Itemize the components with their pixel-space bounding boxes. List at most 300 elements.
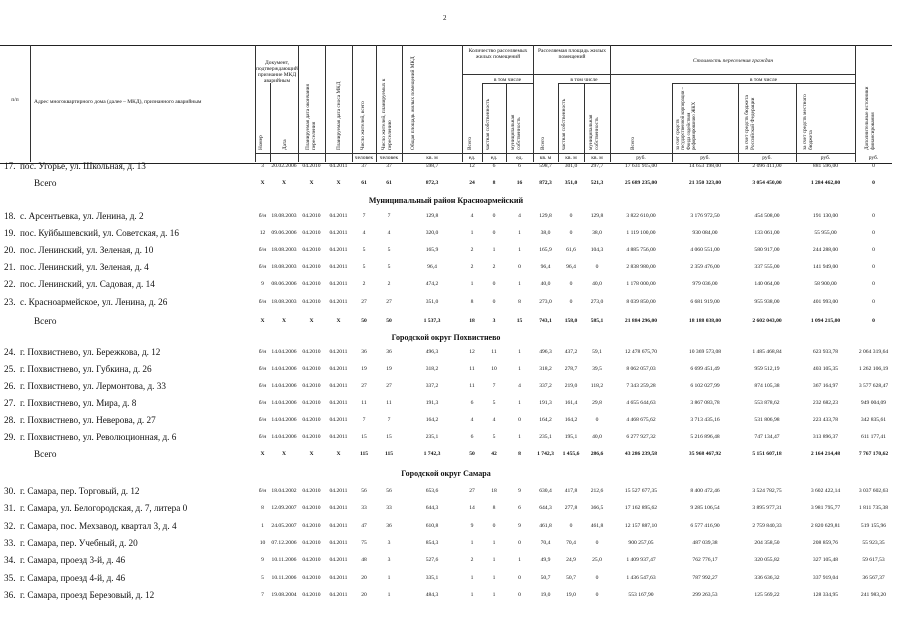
cell-p2: 1	[387, 592, 391, 598]
cell-ap: 70,4	[566, 540, 576, 546]
cell-cf: 6 102 027,99	[690, 383, 720, 389]
cell-p2: 2	[387, 281, 391, 287]
cell-end: 04.2010	[302, 400, 321, 406]
cell-d: б/н	[258, 417, 267, 423]
cell-cl: 1 284 462,00	[810, 180, 841, 186]
cell-p2: 115	[384, 451, 394, 457]
cell-p1: 5	[362, 247, 366, 253]
cell-r: 9	[470, 523, 474, 529]
cell-rp: 1	[492, 575, 496, 581]
cell-end: 04.2010	[302, 592, 321, 598]
cell-dem: 04.2011	[329, 540, 348, 546]
cell-ap: 437,2	[564, 349, 578, 355]
table-row	[0, 261, 892, 273]
cell-dem: 04.2011	[329, 434, 348, 440]
cell-am: 585,1	[590, 318, 604, 324]
cell-ex: 55 923,35	[862, 540, 885, 546]
cell-num: 23.	[4, 297, 16, 307]
table-row	[0, 485, 892, 497]
cell-rm: 1	[518, 247, 521, 253]
table-row	[0, 397, 892, 409]
cell-cr: 204 358,50	[754, 540, 780, 546]
table-row	[0, 502, 892, 514]
cell-p1: 48	[361, 557, 367, 563]
cell-ex: 3 037 602,63	[858, 488, 889, 494]
cell-cr: 531 806,98	[754, 417, 780, 423]
header-cost-fund: за счет средств государственной корпорации – Фонда содействия реформированию ЖКХ	[676, 86, 698, 150]
cell-rp: 5	[492, 434, 496, 440]
cell-dem: 04.2011	[329, 505, 348, 511]
header-cost-total: Всего	[630, 137, 636, 150]
cell-cost: 17 162 895,62	[624, 505, 658, 511]
cell-cost: 12 478 675,70	[624, 349, 658, 355]
cell-date: 24.05.2007	[271, 523, 297, 529]
cell-a: 49,9	[540, 557, 551, 563]
cell-ap: 0	[569, 523, 573, 529]
cell-ex: 0	[872, 247, 875, 253]
cell-date: 07.12.2006	[271, 540, 297, 546]
cell-cr: 580 917,00	[754, 247, 780, 253]
cell-date: 14.04.2006	[271, 434, 297, 440]
unit-sqm: кв. м	[539, 155, 552, 161]
cell-dem: 04.2011	[329, 488, 348, 494]
cell-rm: 8	[518, 451, 521, 457]
cell-dem: 04.2011	[329, 592, 348, 598]
cell-cost: 2 838 980,00	[626, 264, 656, 270]
table-row	[0, 589, 892, 601]
cell-area: 872,3	[425, 180, 439, 186]
cell-p1: 15	[361, 434, 367, 440]
cell-am: 366,5	[590, 505, 604, 511]
cell-ap: 164,2	[564, 417, 578, 423]
cell-ap: 0	[569, 299, 573, 305]
unit-rub: руб.	[868, 155, 879, 161]
cell-area: 191,3	[425, 400, 439, 406]
cell-num: 20.	[4, 245, 16, 255]
cell-dem: 04.2011	[329, 213, 348, 219]
cell-r: 2	[470, 557, 474, 563]
cell-cf: 2 359 476,00	[690, 264, 720, 270]
cell-date: 10.11.2006	[271, 575, 297, 581]
cell-area: 337,2	[425, 383, 439, 389]
cell-cr: 337 555,00	[754, 264, 780, 270]
cell-cl: 2 164 214,48	[810, 451, 841, 457]
divider	[672, 83, 673, 162]
cell-num: 26.	[4, 381, 16, 391]
cell-cr: 553 878,62	[754, 400, 780, 406]
cell-cl: 223 433,78	[812, 417, 839, 423]
divider	[482, 83, 533, 84]
cell-a: 129,8	[539, 213, 552, 219]
cell-p2: 3	[387, 540, 391, 546]
cell-date: 18.08.2003	[271, 264, 297, 270]
cell-cr: 336 636,32	[754, 575, 780, 581]
cell-cf: 5 216 896,48	[690, 434, 720, 440]
cell-p2: 7	[387, 417, 391, 423]
cell-p2: 11	[386, 400, 392, 406]
cell-cost: 4 885 756,00	[626, 247, 656, 253]
cell-num: 25.	[4, 364, 16, 374]
cell-r: 12	[469, 163, 475, 169]
cell-rm: 1	[518, 366, 521, 372]
header-extra: Дополнительные источники финансирования	[864, 86, 876, 150]
cell-ex: 36 567,37	[862, 575, 885, 581]
cell-cost: 4 468 675,62	[626, 417, 656, 423]
header-doc-number: Номер	[258, 135, 264, 150]
cell-p2: 61	[386, 180, 392, 186]
cell-dem: 04.2011	[329, 264, 348, 270]
cell-d: б/н	[258, 247, 267, 253]
cell-area: 527,6	[425, 557, 439, 563]
cell-area: 129,8	[425, 213, 439, 219]
cell-am: 40,0	[592, 434, 602, 440]
cell-rm: 9	[518, 523, 521, 529]
table-row	[0, 520, 892, 532]
section-title: Городской округ Самара	[401, 469, 491, 478]
cell-end: 04.2010	[302, 230, 321, 236]
unit-unit: ед.	[468, 155, 476, 161]
cell-ex: 3 577 628,47	[858, 383, 889, 389]
cell-area: 320,0	[425, 230, 439, 236]
cell-area: 164,2	[425, 417, 439, 423]
cell-num: 24.	[4, 347, 16, 357]
cell-cost: 6 277 927,32	[626, 434, 656, 440]
cell-rm: 1	[518, 557, 521, 563]
cell-date: 14.04.2006	[271, 349, 297, 355]
total-row	[0, 315, 892, 327]
cell-area: 318,2	[425, 366, 439, 372]
unit-rub: руб.	[820, 155, 831, 161]
cell-a: 1 742,3	[537, 451, 554, 457]
header-rooms-private: частная собственность	[485, 98, 491, 150]
cell-cl: 403 105,35	[812, 366, 839, 372]
cell-area: 598,7	[425, 163, 439, 169]
cell-cr: 874 105,38	[754, 383, 780, 389]
cell-end: X	[309, 451, 314, 457]
cell-rp: 1	[492, 592, 496, 598]
cell-r: 4	[470, 417, 474, 423]
cell-p2: 4	[387, 230, 391, 236]
cell-cl: 327 105,48	[812, 557, 839, 563]
cell-addr: г. Самара, ул. Белогородская, д. 7, литера 0	[20, 503, 188, 513]
cell-r: 24	[469, 180, 475, 186]
cell-rp: 0	[492, 299, 496, 305]
cell-ex: 0	[872, 299, 875, 305]
cell-ap: 0	[569, 281, 573, 287]
cell-p1: 7	[362, 213, 366, 219]
cell-dem: X	[336, 451, 341, 457]
divider	[482, 83, 483, 162]
cell-ap: 195,1	[564, 434, 578, 440]
cell-rp: 1	[492, 247, 496, 253]
unit-unit: ед.	[516, 155, 523, 161]
cell-cr: 133 061,00	[754, 230, 780, 236]
cell-p1: 2	[362, 281, 366, 287]
cell-cost: 8 039 850,00	[626, 299, 656, 305]
cell-rm: 1	[518, 281, 521, 287]
cell-num: 17.	[4, 161, 16, 171]
cell-d: 12	[259, 230, 266, 236]
cell-area: 335,1	[425, 575, 439, 581]
header-cost-incl: в том числе	[749, 77, 778, 83]
cell-cr: 140 064,00	[754, 281, 780, 287]
cell-cf: 3 867 083,78	[690, 400, 720, 406]
cell-p2: 15	[386, 434, 392, 440]
cell-cr: 3 054 450,00	[752, 180, 782, 186]
cell-end: 04.2010	[302, 505, 321, 511]
cell-num: 34.	[4, 555, 16, 565]
unit-rub: руб.	[700, 155, 710, 161]
cell-ex: 611 177,41	[861, 434, 886, 440]
unit-unit: ед.	[490, 155, 498, 161]
cell-cl: 232 682,23	[812, 400, 839, 406]
header-rooms-municipal: муниципальная собственность	[510, 114, 522, 150]
cell-date: 14.04.2006	[271, 417, 297, 423]
header-document: Документ, подтверждающий признание МКД аварийным	[256, 60, 298, 84]
cell-cl: 244 288,00	[812, 247, 839, 253]
cell-cf: 6 577 416,90	[690, 523, 720, 529]
cell-ex: 59 617,53	[862, 557, 885, 563]
cell-p2: 5	[387, 264, 391, 270]
cell-ex: 241 983,20	[860, 592, 887, 598]
cell-cl: 313 896,37	[812, 434, 839, 440]
cell-addr: г. Самара, проезд 3-й, д. 46	[20, 555, 126, 565]
table-row	[0, 227, 892, 239]
cell-rm: 6	[518, 163, 521, 169]
divider	[352, 45, 353, 162]
cell-end: 04.2010	[302, 264, 321, 270]
cell-cl: 337 919,04	[812, 575, 839, 581]
cell-cf: 4 060 551,00	[690, 247, 720, 253]
cell-ex: 2 064 319,64	[858, 349, 889, 355]
cell-dem: 04.2011	[329, 366, 348, 372]
divider	[796, 83, 797, 162]
cell-d: 8	[261, 505, 264, 511]
cell-addr: г. Похвистнево, ул. Мира, д. 8	[20, 398, 137, 408]
cell-cl: 623 933,78	[812, 349, 839, 355]
cell-d: б/н	[258, 349, 267, 355]
header-area: Расселяемая площадь жилых помещений	[537, 48, 607, 60]
cell-p1: 115	[359, 451, 369, 457]
cell-ex: 1 262 106,19	[858, 366, 889, 372]
cell-cr: 2 759 840,33	[752, 523, 782, 529]
cell-area: 474,2	[425, 281, 439, 287]
cell-addr: с. Красноармейское, ул. Ленина, д. 26	[20, 297, 168, 307]
cell-cf: 9 285 106,54	[690, 505, 720, 511]
cell-d: б/н	[258, 400, 267, 406]
divider	[30, 45, 31, 162]
unit-rub: руб.	[762, 155, 772, 161]
cell-a: 644,3	[539, 505, 552, 511]
cell-a: 191,3	[539, 400, 552, 406]
cell-r: 6	[470, 400, 474, 406]
cell-am: 118,2	[590, 383, 604, 389]
cell-end: 04.2010	[302, 213, 321, 219]
cell-cr: 5 151 607,18	[752, 451, 782, 457]
cell-cf: 3 176 972,50	[690, 213, 720, 219]
cell-addr: Всего	[34, 178, 57, 188]
header-area-total: Всего	[540, 137, 546, 150]
cell-dem: 04.2011	[329, 281, 348, 287]
table-row	[0, 160, 892, 172]
cell-a: 337,2	[539, 383, 552, 389]
cell-date: 20.02.2006	[271, 163, 297, 169]
cell-r: 2	[470, 264, 474, 270]
cell-date: 14.04.2006	[271, 400, 297, 406]
cell-dem: 04.2011	[329, 400, 348, 406]
cell-cr: 2 602 043,00	[752, 318, 782, 324]
table-row	[0, 346, 892, 358]
cell-d: б/н	[258, 264, 267, 270]
table-row	[0, 244, 892, 256]
cell-p2: 56	[386, 488, 392, 494]
header-residents-total: Число жителей, всего	[360, 101, 366, 150]
cell-r: 1	[470, 592, 474, 598]
cell-cost: 8 062 057,03	[626, 366, 656, 372]
cell-end: 04.2010	[302, 523, 321, 529]
cell-area: 96,4	[427, 264, 437, 270]
cell-am: 461,8	[590, 523, 604, 529]
cell-p2: 50	[386, 318, 392, 324]
divider	[855, 45, 856, 162]
cell-addr: пос. Ленинский, ул. Садовая, д. 14	[20, 279, 155, 289]
cell-r: 1	[470, 540, 474, 546]
table-row	[0, 572, 892, 584]
cell-addr: пос. Угорье, ул. Школьная, д. 13	[20, 161, 146, 171]
cell-am: 25,0	[592, 557, 602, 563]
unit-sqm: кв. м	[591, 155, 603, 161]
total-row	[0, 177, 892, 189]
cell-cost: 7 343 259,28	[626, 383, 656, 389]
cell-ex: 7 767 170,62	[858, 451, 889, 457]
cell-addr: Всего	[34, 449, 57, 459]
cell-rm: 0	[518, 540, 521, 546]
cell-ex: 0	[872, 180, 875, 186]
header-rooms-total: Всего	[467, 137, 473, 150]
cell-d: 10	[259, 540, 266, 546]
cell-date: 18.08.2003	[271, 213, 297, 219]
cell-dem: 04.2011	[329, 417, 348, 423]
cell-dem: 04.2011	[329, 523, 348, 529]
cell-rm: 1	[518, 434, 521, 440]
cell-p2: 27	[386, 299, 392, 305]
cell-p1: 11	[361, 400, 367, 406]
cell-r: 14	[469, 505, 475, 511]
cell-cost: 900 257,05	[628, 540, 654, 546]
cell-area: 854,3	[425, 540, 439, 546]
cell-ex: 519 155,96	[860, 523, 887, 529]
cell-cr: 1 485 468,84	[752, 349, 782, 355]
cell-p1: 27	[361, 299, 367, 305]
cell-date: 18.08.2003	[271, 247, 297, 253]
cell-cr: 955 938,00	[754, 299, 780, 305]
cell-cl: 128 334,95	[812, 592, 839, 598]
cell-dem: 04.2011	[329, 557, 348, 563]
cell-ap: 96,4	[566, 264, 576, 270]
cell-end: 04.2010	[302, 299, 321, 305]
cell-am: 297,7	[590, 163, 604, 169]
cell-a: 165,9	[539, 247, 552, 253]
cell-dem: 04.2011	[329, 230, 348, 236]
cell-am: 0	[595, 540, 599, 546]
header-area-private: частная собственность	[561, 98, 567, 150]
cell-dem: X	[336, 180, 341, 186]
cell-ap: 161,4	[564, 400, 578, 406]
cell-addr: г. Похвистнево, ул. Лермонтова, д. 33	[20, 381, 166, 391]
cell-rp: 11	[491, 349, 497, 355]
cell-a: 872,3	[539, 180, 552, 186]
cell-a: 38,0	[540, 230, 551, 236]
cell-num: 21.	[4, 262, 16, 272]
cell-rp: 18	[491, 488, 497, 494]
cell-cost: 553 167,90	[628, 592, 654, 598]
unit-person: человек	[379, 155, 399, 161]
cell-ap: 301,0	[564, 163, 578, 169]
cell-ap: 277,8	[564, 505, 578, 511]
cell-d: 9	[261, 557, 264, 563]
cell-end: 04.2010	[302, 247, 321, 253]
cell-r: 50	[469, 451, 475, 457]
divider	[462, 74, 855, 75]
cell-am: 0	[595, 575, 599, 581]
section-title: Городской округ Похвистнево	[391, 333, 501, 342]
cell-addr: Всего	[34, 316, 57, 326]
cell-date: 19.08.2004	[271, 592, 297, 598]
cell-dem: 04.2011	[329, 163, 348, 169]
cell-cr: 3 895 977,31	[752, 505, 782, 511]
header-planned-demolition: Планируемая дата сноса МКД	[336, 81, 342, 150]
cell-num: 28.	[4, 415, 16, 425]
cell-am: 286,6	[590, 451, 604, 457]
cell-num: 29.	[4, 432, 16, 442]
cell-addr: пос. Ленинский, ул. Зеленая, д. 10	[20, 245, 154, 255]
cell-cost: 1 409 937,47	[626, 557, 656, 563]
cell-r: 6	[470, 434, 474, 440]
cell-rm: 1	[518, 230, 521, 236]
cell-rm: 15	[516, 318, 523, 324]
cell-d: 9	[261, 281, 264, 287]
cell-date: 12.09.2007	[271, 505, 297, 511]
cell-d: б/н	[258, 434, 267, 440]
cell-am: 59,1	[592, 349, 602, 355]
cell-date: 09.06.2006	[271, 230, 297, 236]
table-row	[0, 296, 892, 308]
cell-cost: 17 631 915,00	[624, 163, 658, 169]
cell-r: 18	[469, 318, 475, 324]
cell-am: 0	[595, 592, 599, 598]
cell-d: 5	[261, 575, 264, 581]
cell-am: 129,8	[590, 213, 604, 219]
cell-date: X	[281, 451, 287, 457]
cell-addr: г. Самара, пос. Мехзавод, квартал 3, д. 4	[20, 521, 177, 531]
cell-d: б/н	[258, 366, 267, 372]
cell-cr: 2 096 411,00	[752, 163, 782, 169]
cell-cost: 25 689 235,00	[624, 180, 658, 186]
cell-d: б/н	[258, 383, 267, 389]
cell-am: 521,3	[590, 180, 604, 186]
cell-rm: 0	[518, 417, 521, 423]
cell-cost: 3 822 610,00	[626, 213, 656, 219]
cell-a: 50,7	[540, 575, 551, 581]
cell-cr: 959 512,19	[754, 366, 780, 372]
divider	[270, 83, 271, 162]
cell-ap: 50,7	[566, 575, 576, 581]
unit-sqm: кв. м	[565, 155, 577, 161]
cell-cf: 35 968 467,92	[688, 451, 722, 457]
cell-num: 36.	[4, 590, 16, 600]
cell-d: 1	[261, 523, 264, 529]
cell-end: X	[309, 318, 314, 324]
